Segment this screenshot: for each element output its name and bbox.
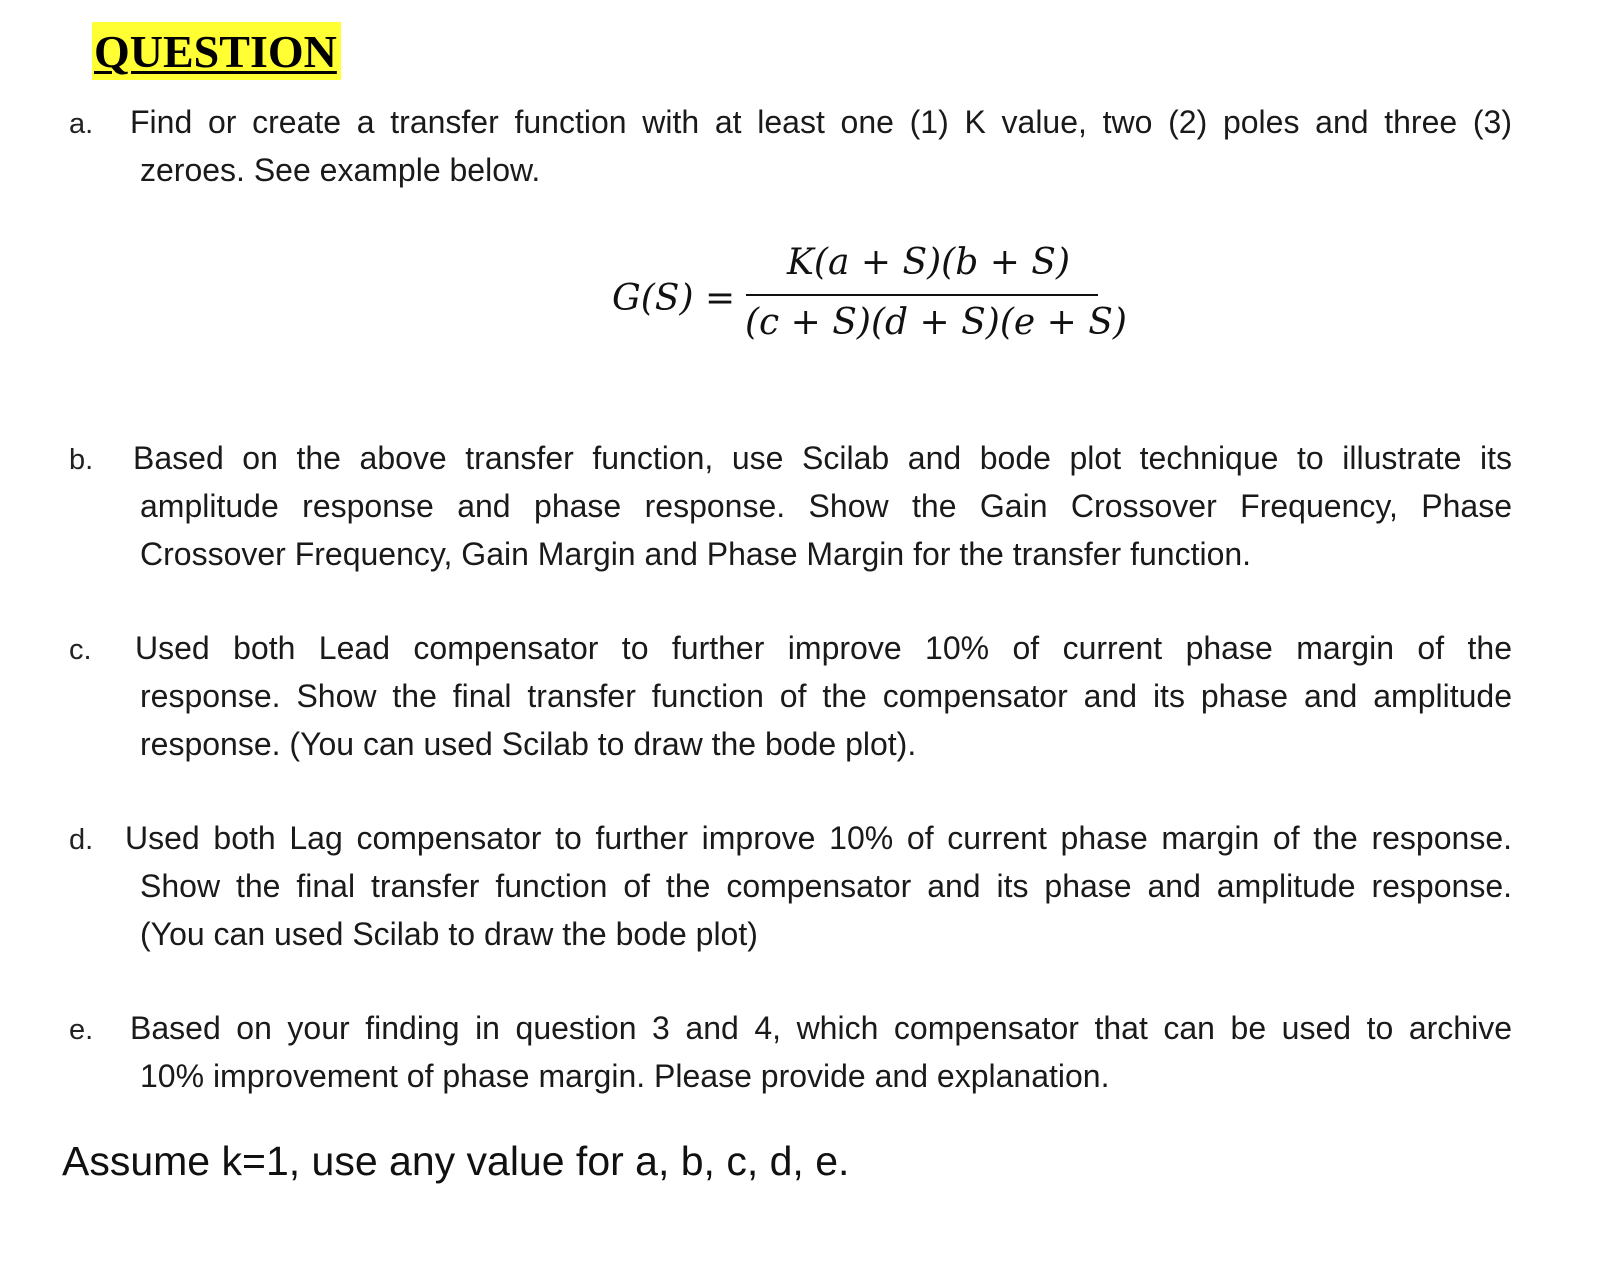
item-marker: c. (69, 634, 92, 666)
equation-numerator: K(a + S)(b + S) (787, 242, 1071, 283)
item-line: Crossover Frequency, Gain Margin and Phase Margin for the transfer function. (140, 536, 1252, 572)
item-line: response. Show the final transfer function of the compensator and its phase and amplitude (140, 678, 1512, 714)
item-line: response. (You can used Scilab to draw the bode plot). (140, 726, 917, 762)
item-line: Show the final transfer function of the compensator and its phase and amplitude response. (140, 868, 1512, 904)
item-line: zeroes. See example below. (140, 152, 541, 188)
item-line: Based on the above transfer function, use Scilab and bode plot technique to illustrate its (133, 440, 1512, 476)
item-marker: d. (69, 824, 94, 856)
item-line: amplitude response and phase response. Show the Gain Crossover Frequency, Phase (140, 488, 1512, 524)
item-marker: b. (69, 444, 94, 476)
assumption-note: Assume k=1, use any value for a, b, c, d, e. (62, 1138, 850, 1184)
question-heading: QUESTION (92, 22, 341, 80)
fraction-bar (746, 294, 1098, 296)
item-line: Based on your finding in question 3 and 4, which compensator that can be used to archive (130, 1010, 1512, 1046)
item-marker: e. (69, 1014, 94, 1046)
item-line: Used both Lead compensator to further improve 10% of current phase margin of the (135, 630, 1512, 666)
item-line: Used both Lag compensator to further improve 10% of current phase margin of the response. (125, 820, 1512, 856)
item-marker: a. (69, 108, 94, 140)
equation-denominator: (c + S)(d + S)(e + S) (745, 302, 1127, 343)
item-line: (You can used Scilab to draw the bode plot) (140, 916, 758, 952)
equation-lhs: G(S) = (612, 278, 736, 319)
item-line: 10% improvement of phase margin. Please provide and explanation. (140, 1058, 1110, 1094)
item-line: Find or create a transfer function with at least one (1) K value, two (2) poles and three (3) (130, 104, 1512, 140)
